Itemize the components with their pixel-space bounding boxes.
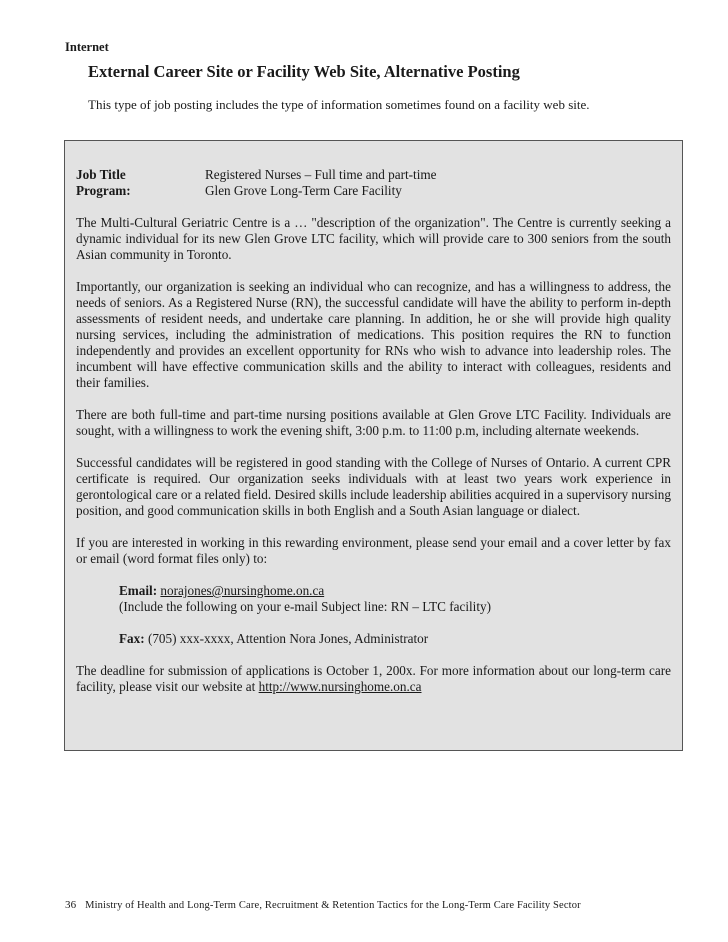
email-contact <box>119 583 671 615</box>
intro-text: This type of job posting includes the type of information sometimes found on a facility web site. <box>88 97 590 112</box>
section-label: Internet <box>65 40 109 54</box>
footer-text: Ministry of Health and Long-Term Care, Recruitment & Retention Tactics for the Long-Term Care Facility Sector <box>85 900 581 911</box>
website-link[interactable]: http://www.nursinghome.on.ca <box>258 679 422 694</box>
email-link[interactable]: norajones@nursinghome.on.ca <box>160 583 325 598</box>
job-title-label: Job Title <box>76 167 126 182</box>
program-value: Glen Grove Long-Term Care Facility <box>205 183 402 198</box>
paragraph-positions: There are both full-time and part-time nursing positions available at Glen Grove LTC Facility. Individuals are sought, with a willingness to work the evening shift, 3:00 p.m. to 11:00 p.m, including alternate weekends. <box>76 407 671 438</box>
page-number: 36 <box>65 899 77 911</box>
paragraph-role: Importantly, our organization is seeking an individual who can recognize, and has a willingness to address, the needs of seniors. As a Registered Nurse (RN), the successful candidate will have the ability to perform in-depth assessments of resident needs, and undertake care planning. In addition, he or she will provide high quality nursing services, including the administration of medications. This position requires the RN to function independently and provides an excellent opportunity for RNs who wish to advance into leadership roles. The incumbent will have effective communication skills and the ability to interact with colleagues, residents and their families. <box>76 279 671 390</box>
job-posting-box <box>64 140 683 751</box>
fax-label: Fax: <box>119 631 145 646</box>
paragraph-apply: If you are interested in working in this rewarding environment, please send your email and a cover letter by fax or email (word format files only) to: <box>76 535 671 566</box>
email-subject-note: (Include the following on your e-mail Subject line: RN – LTC facility) <box>119 599 491 614</box>
deadline-text: The deadline for submission of applications is October 1, 200x. For more information about our long-term care facility, please visit our website at <box>76 663 671 694</box>
email-label: Email: <box>119 583 158 598</box>
posting-fields <box>76 167 671 199</box>
fax-contact <box>119 631 671 647</box>
job-title-value: Registered Nurses – Full time and part-time <box>205 167 437 182</box>
paragraph-organization: The Multi-Cultural Geriatric Centre is a … "description of the organization". The Centre is currently seeking a dynamic individual for its new Glen Grove LTC facility, which will provide care to 300 seniors from the south Asian community in Toronto. <box>76 215 671 262</box>
page-title: External Career Site or Facility Web Site, Alternative Posting <box>88 62 520 81</box>
program-label: Program: <box>76 183 131 198</box>
page-footer <box>65 899 581 911</box>
fax-value: (705) xxx-xxxx, Attention Nora Jones, Administrator <box>147 631 429 646</box>
paragraph-deadline <box>76 663 671 695</box>
paragraph-requirements: Successful candidates will be registered in good standing with the College of Nurses of Ontario. A current CPR certificate is required. Our organization seeks individuals with at least two years work experience in gerontological care or a related field. Desired skills include leadership abilities acquired in a supervisory nursing position, and good communication skills in both English and a South Asian language or dialect. <box>76 455 671 518</box>
